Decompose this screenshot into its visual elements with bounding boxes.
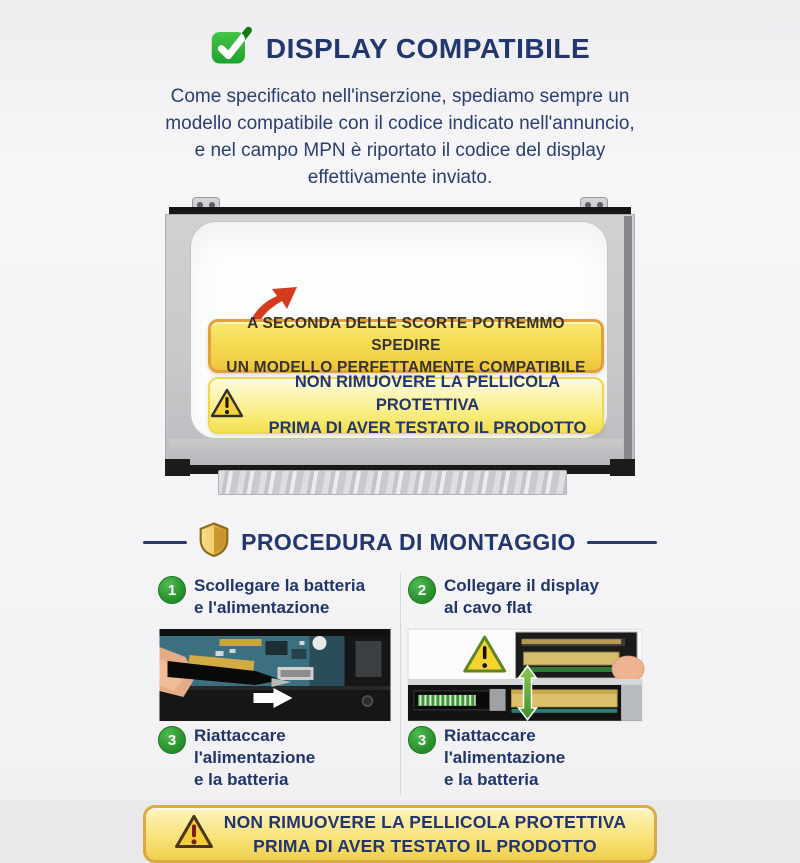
stock-notice-line: UN MODELLO PERFETTAMENTE COMPATIBILE [226,359,586,376]
procedure-steps [158,571,642,797]
panel-foil-tape [218,470,567,495]
stock-notice-box [208,315,604,376]
intro-line: effettivamente inviato. [307,167,493,188]
procedure-column-right [408,571,642,797]
step-3-left [158,725,392,791]
shield-icon [198,521,230,563]
film-warning-box [208,373,604,437]
step-number-badge: 3 [158,726,186,754]
footer-warning-box [143,805,657,863]
step-number-badge: 1 [158,576,186,604]
step-text: Collegare il display al cavo flat [444,576,599,617]
warning-triangle-icon [174,814,214,855]
intro-line: modello compatibile con il codice indicato nell'annuncio, [165,113,635,134]
step-number-badge: 2 [408,576,436,604]
disconnect-battery-photo [158,629,392,721]
page-title: DISPLAY COMPATIBILE [265,32,591,64]
connect-flat-cable-photo [408,629,642,721]
laptop-panel-image [165,201,635,499]
divider-line [143,541,187,544]
step-1 [158,575,392,623]
checkmark-icon [210,26,252,71]
film-warning-text: NON RIMUOVERE LA PELLICOLA PROTETTIVA PRIMA DI AVER TESTATO IL PRODOTTO [268,373,587,437]
step-text: Scollegare la batteria e l'alimentazione [194,576,366,617]
warning-triangle-icon [210,388,244,424]
procedure-title: PROCEDURA DI MONTAGGIO [241,528,576,555]
panel-lower-band [169,439,623,466]
step-3-right [408,725,642,791]
procedure-column-left [158,571,392,797]
header [0,0,800,71]
panel-right-edge [624,216,632,464]
intro-paragraph [0,83,800,191]
divider-line [587,541,657,544]
step-text: Riattaccare l'alimentazione e la batteria [194,726,316,789]
step-number-badge: 3 [408,726,436,754]
procedure-header [0,521,800,563]
footer-warning-text: NON RIMUOVERE LA PELLICOLA PROTETTIVA PRIMA DI AVER TESTATO IL PRODOTTO [223,812,627,856]
intro-line: e nel campo MPN è riportato il codice del display [194,140,606,161]
step-text: Riattaccare l'alimentazione e la batteria [444,726,566,789]
step-2 [408,575,642,623]
intro-line: Come specificato nell'inserzione, spediamo sempre un [170,86,630,107]
stock-notice-line: A SECONDA DELLE SCORTE POTREMMO SPEDIRE [247,315,565,354]
